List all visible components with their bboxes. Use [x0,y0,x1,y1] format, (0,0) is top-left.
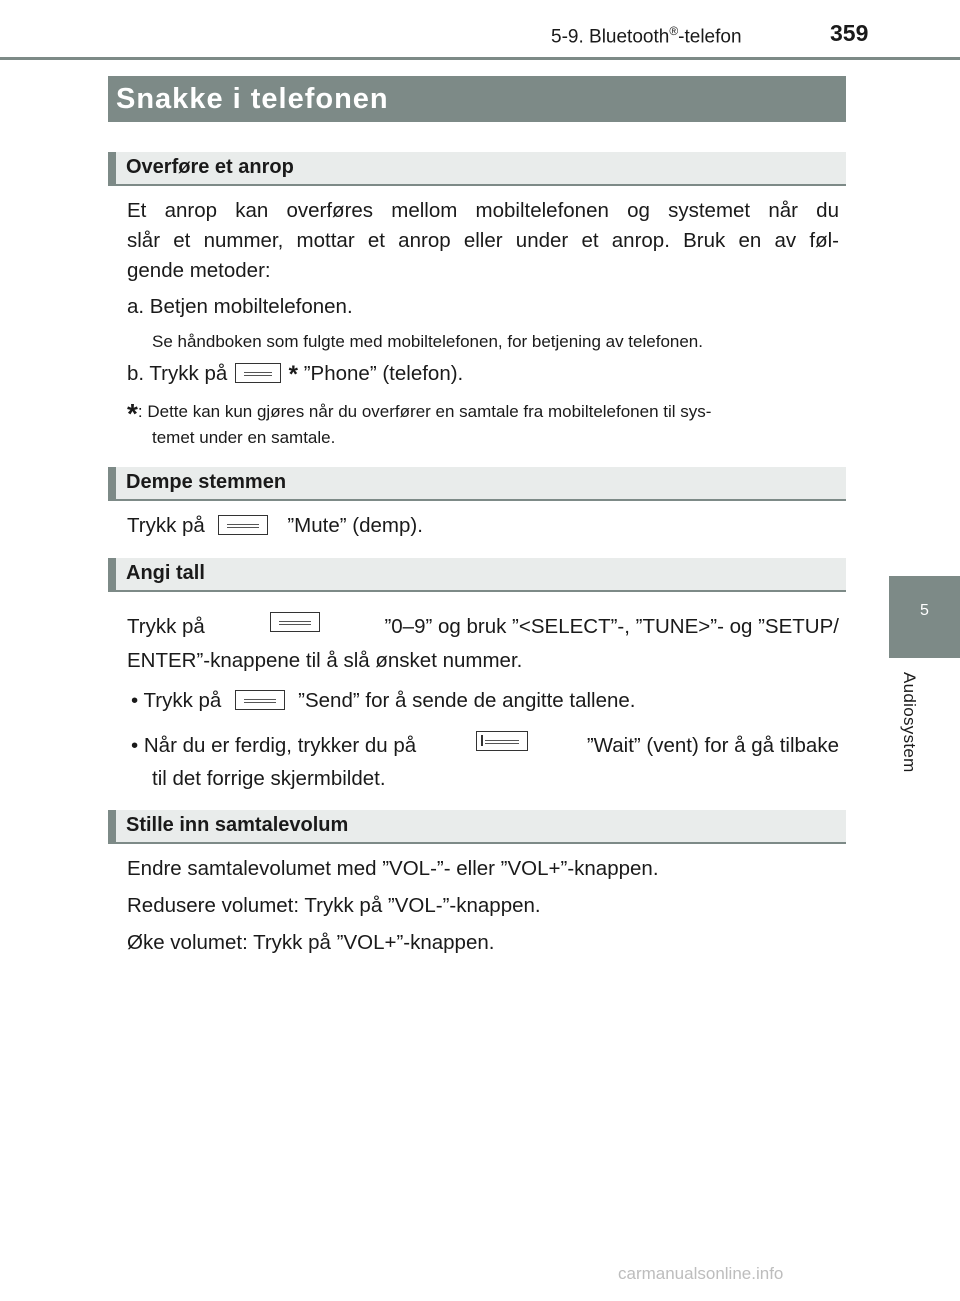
digits-button-icon [270,612,320,632]
transfer-item-b: b. Trykk på * ”Phone” (telefon). [127,361,464,388]
digits-text-line2: ENTER”-knappene til å slå ønsket nummer. [127,649,523,672]
wait-button-icon [476,731,528,751]
asterisk-mark: * [288,361,299,388]
section-heading-digits: Angi tall [108,558,846,592]
volume-text-line2: Redusere volumet: Trykk på ”VOL-”-knappen. [127,894,541,917]
send-button-icon [235,690,285,710]
mute-button-icon [218,515,268,535]
transfer-item-a-note: Se håndboken som fulgte med mobiltelefonen, for betjening av telefonen. [152,332,703,351]
transfer-text-line3: gende metoder: [127,259,271,282]
section-heading-volume: Stille inn samtalevolum [108,810,846,844]
chapter-header: 5-9. Bluetooth®-telefon [551,24,742,48]
mute-text: Trykk på ”Mute” (demp). [127,514,423,537]
transfer-footnote-line2: temet under en samtale. [152,428,336,447]
transfer-footnote: *: Dette kan kun gjøres når du overfører en samtale fra mobiltelefonen til sys- [127,398,712,429]
digits-bullet-wait: • Når du er ferdig, trykker du på ”Wait” (vent) for å gå tilbake [131,731,839,761]
transfer-item-a: a. Betjen mobiltelefonen. [127,295,353,318]
transfer-text-line1: Et anrop kan overføres mellom mobiltelefonen og systemet når du [127,199,839,222]
footnote-asterisk: * [127,398,138,429]
phone-button-icon [235,363,281,383]
header-divider [0,57,960,60]
page-number: 359 [830,20,869,46]
digits-bullet-wait-line2: til det forrige skjermbildet. [152,767,386,790]
section-heading-transfer: Overføre et anrop [108,152,846,186]
volume-text-line1: Endre samtalevolumet med ”VOL-”- eller ”VOL+”-knappen. [127,857,659,880]
watermark: carmanualsonline.info [618,1264,784,1283]
digits-bullet-send: • Trykk på ”Send” for å sende de angitte tallene. [131,689,636,712]
section-heading-mute: Dempe stemmen [108,467,846,501]
volume-text-line3: Øke volumet: Trykk på ”VOL+”-knappen. [127,931,495,954]
chapter-tab-label: Audiosystem [900,672,919,773]
digits-text-line1: Trykk på ”0–9” og bruk ”<SELECT”-, ”TUNE>”- og ”SETUP/ [127,612,839,642]
page-title: Snakke i telefonen [108,76,846,122]
chapter-tab: 5 [889,576,960,658]
transfer-text-line2: slår et nummer, mottar et anrop eller under et anrop. Bruk en av føl- [127,229,839,252]
